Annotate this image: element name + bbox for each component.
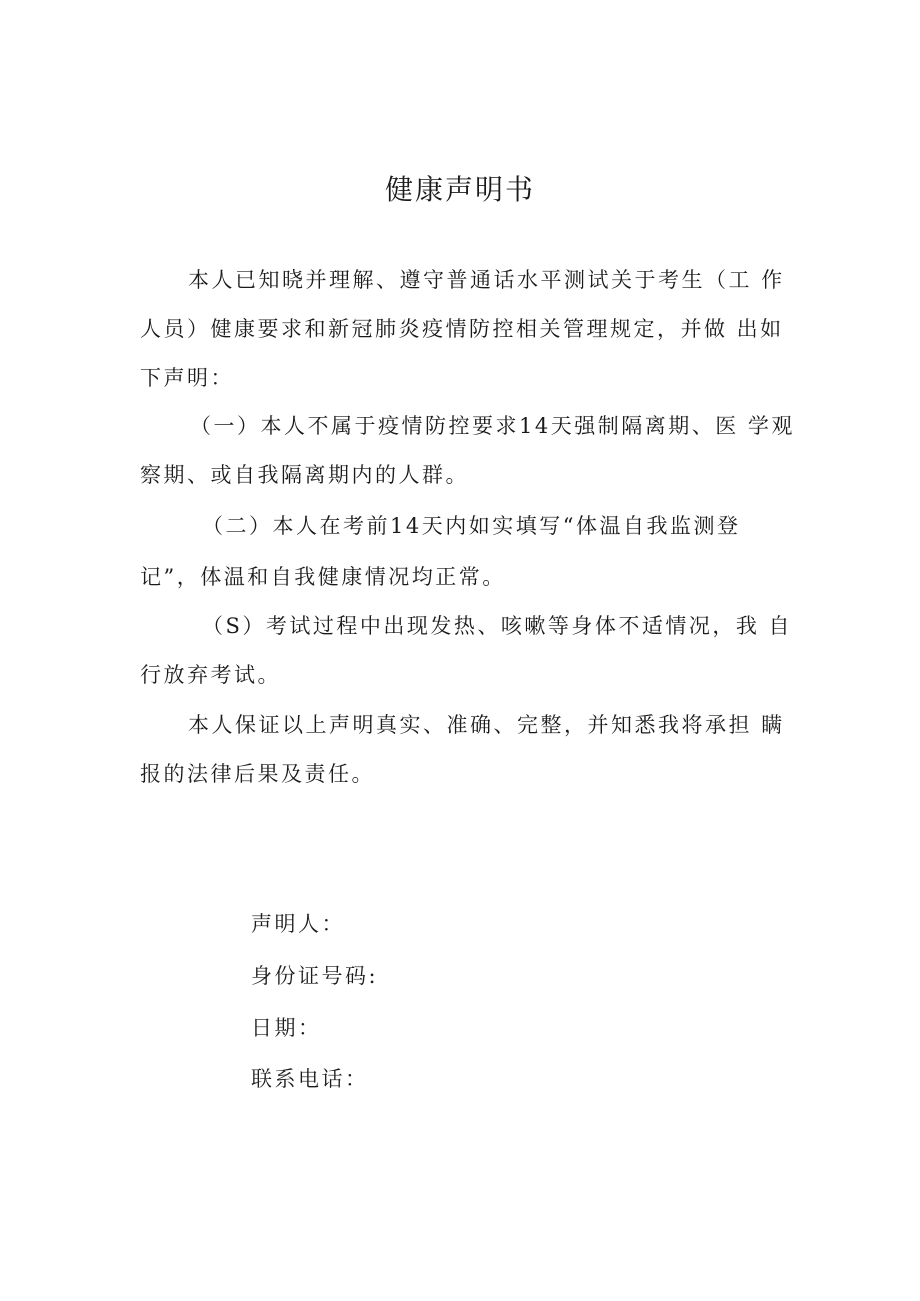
paragraph-2-line-1: [190, 411, 795, 441]
line-text: （二）本人在考前14天内如实填写“体温自我监测登: [202, 514, 741, 538]
paragraph-1-line-2: [140, 314, 782, 344]
line-text: 记”，体温和自我健康情况均正常。: [140, 565, 506, 589]
paragraph-3-line-2: [140, 562, 506, 592]
line-text: 行放弃考试。: [140, 663, 281, 687]
id-number-label: 身份证号码:: [251, 964, 379, 988]
paragraph-3-line-1: [202, 511, 740, 541]
declarant-label: 声明人：: [251, 912, 345, 936]
paragraph-4-line-1: [202, 611, 793, 641]
paragraph-5-line-1: [188, 710, 785, 740]
date-label: 日期：: [251, 1016, 322, 1040]
line-text: （一）本人不属于疫情防控要求14天强制隔离期、医 学观: [190, 414, 795, 438]
document-title: 健康声明书: [384, 173, 535, 206]
line-text: （S）考试过程中出现发热、咳嗽等身体不适情况，我 自: [202, 614, 793, 638]
paragraph-1-line-1: [188, 265, 785, 295]
paragraph-1-line-3: [140, 363, 234, 393]
phone-label: 联系电话：: [251, 1067, 369, 1091]
line-text: 下声明：: [140, 366, 234, 390]
line-text: 本人已知晓并理解、遵守普通话水平测试关于考生（工 作: [188, 268, 785, 292]
paragraph-5-line-2: [140, 759, 375, 789]
line-text: 人员）健康要求和新冠肺炎疫情防控相关管理规定，并做 出如: [140, 317, 784, 341]
paragraph-4-line-2: [140, 660, 281, 690]
line-text: 察期、或自我隔离期内的人群。: [140, 463, 469, 487]
line-text: 本人保证以上声明真实、准确、完整，并知悉我将承担 瞒: [188, 713, 785, 737]
line-text: 报的法律后果及责任。: [140, 762, 375, 786]
paragraph-2-line-2: [140, 460, 469, 490]
